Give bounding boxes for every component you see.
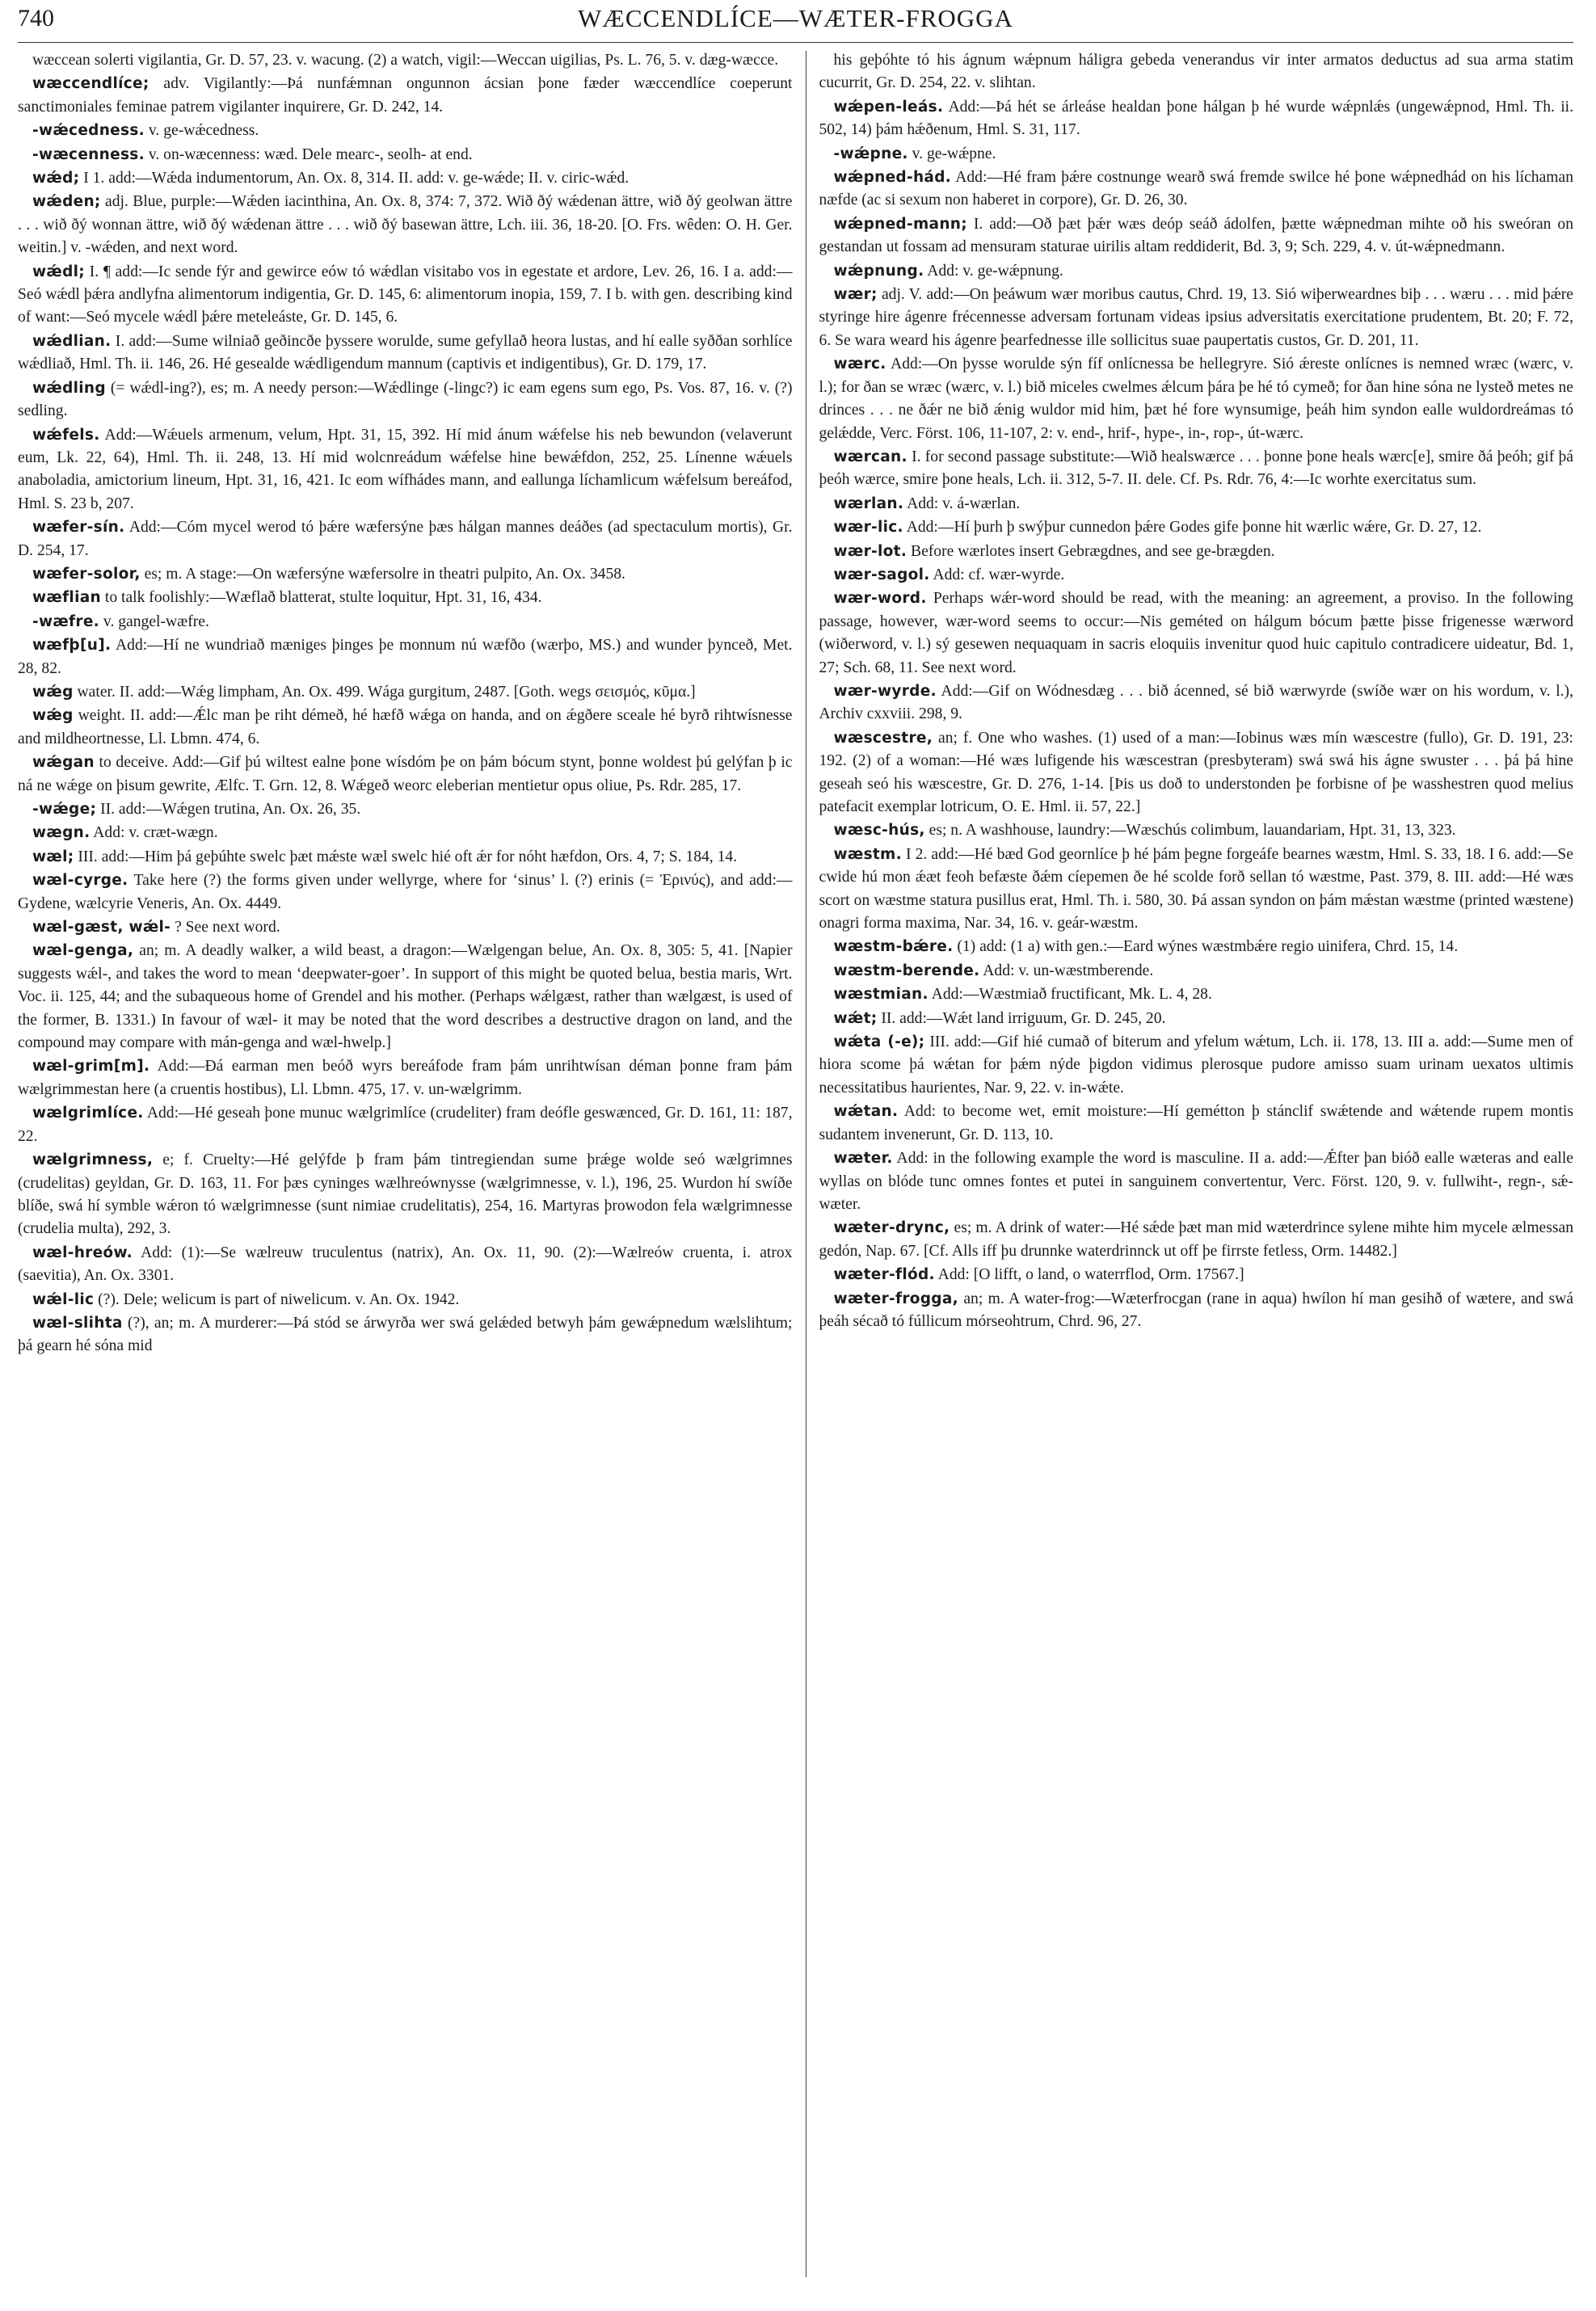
entry-headword: wæl-slihta [32, 1314, 123, 1332]
entry-text: weight. II. add:—Ǽlc man þe riht démeð, hé hæfð wǽga on handa, and on ǽgðere sceale hé byrð rihtwísnesse and mildheortnesse, Ll. Lbmn. 474, 6. [18, 707, 793, 747]
dictionary-entry [819, 284, 1574, 352]
entry-headword: wǽdlian. [32, 332, 112, 350]
entry-text: Add:—Cóm mycel werod tó þǽre wæfersýne þæs hálgan mannes deáðes (ad spectaculum mortis), Gr. D. 254, 17. [18, 519, 793, 559]
entry-text: Before wærlotes insert Gebrægdnes, and see ge-brægden. [911, 542, 1275, 560]
dictionary-entry [819, 541, 1574, 563]
entry-text: Add:—Hé fram þǽre costnunge wearð swá fremde swilce hé þone wǽpnedhád on his líchaman næfde (ac si sexum non haberet in corpore), Gr. D. 26, 30. [819, 169, 1573, 209]
dictionary-entry [18, 73, 793, 119]
entry-headword: wæl-hreów. [32, 1244, 133, 1261]
dictionary-entry [18, 587, 793, 609]
running-head [18, 0, 1573, 43]
entry-headword: wæflian [32, 589, 101, 607]
dictionary-entry [18, 705, 793, 751]
entry-headword: wǽpnung. [833, 262, 924, 280]
entry-text: Add: [O lifft, o land, o waterrflod, Orm. 17567.] [937, 1266, 1244, 1284]
dictionary-entry [819, 1147, 1574, 1216]
entry-headword: wǽpen-leás. [833, 98, 944, 116]
entry-headword: wæter. [833, 1150, 893, 1168]
entry-headword: wærc. [833, 356, 886, 373]
dictionary-entry [18, 940, 793, 1054]
entry-headword: wær-lic. [833, 519, 903, 537]
dictionary-entry [819, 446, 1574, 492]
entry-headword: wæstm-bǽre. [833, 938, 954, 956]
entry-headword: wǽdl; [32, 263, 85, 280]
dictionary-entry [18, 1102, 793, 1148]
dictionary-entry [18, 191, 793, 259]
entry-headword: wǽgan [32, 754, 95, 772]
dictionary-entry [819, 166, 1574, 213]
entry-text: to deceive. Add:—Gif þú wiltest ealne þone wísdóm þe on þám bócum stynt, þonne woldest þú gelýfan þ ic ná ne wǽge on þisum gewrite, Ælfc. T. Grn. 12, 8. Wǽgeð weorc eleberian mentietur opus oliue, Ps. Rdr. 285, 17. [18, 754, 793, 794]
entry-text: an; m. A deadly walker, a wild beast, a dragon:—Wælgengan belue, An. Ox. 8, 305: 5, 41. [Napier suggests wǽl-, and takes the word to mean ‘deepwater-goer’. In support of this might be quoted belua, bestia maris, Wrt. Voc. ii. 125, 44; and the subaqueous home of Grendel and his mother. (Perhaps wǽlgæst, rather than wælgæst, is used of the former, B. 1331.) In favour of wæl- it may be noted that the word describes a destructive dragon on land, and the compound may compare with mán-genga and wæl-hwelp.] [18, 942, 793, 1052]
entry-text: Add:—Hé geseah þone munuc wælgrimlíce (crudeliter) fram deófle geswænced, Gr. D. 161, 11: 187, 22. [18, 1105, 793, 1145]
entry-text: Add:—Gif on Wódnesdæg . . . bið ácenned, sé bið wærwyrde (swíðe wær on his wordum, v. l.), Archiv cxxviii. 298, 9. [819, 682, 1573, 723]
entry-headword: wæl-grim[m]. [32, 1058, 150, 1076]
entry-text: an; f. One who washes. (1) used of a man:—Iobinus wæs mín wæscestre (fullo), Gr. D. 191, 23: 192. (2) of a woman:—Hé wæs lufigende his wæscestran (presbyteram) swá swá his ágne swuster . . . þá þá hine geseah seó his wæscestre, Gr. D. 276, 1-14. [Þis us doð to understonden þe forbisne of þe wasshestren quod melius patefacit exemplar lotricum, O. E. Hml. ii. 57, 22.] [819, 729, 1573, 815]
dictionary-entry [819, 1264, 1574, 1286]
entry-headword: wærlan. [833, 495, 904, 512]
dictionary-entry [18, 916, 793, 939]
entry-text: an; m. A water-frog:—Wæterfrocgan (rane in aqua) hwílon hí man gesihð of wætere, and swá þeáh sécað tó fúllicum mórseohtrum, Chrd. 96, 27. [819, 1290, 1573, 1330]
dictionary-entry [18, 330, 793, 377]
page-number: 740 [18, 5, 54, 32]
entry-headword: wæter-drync, [833, 1219, 950, 1237]
entry-text: I. add:—Oð þæt þǽr wæs deóp seáð ádolfen, þætte wǽpnedman mihte oð his sweóran on gestandan ut fossam ad mensuram staturae uirilis altam reddiderit, Bd. 3, 9; Sch. 229, 4. v. út-wǽpnedmann. [819, 215, 1573, 256]
entry-headword: wæter-flód. [833, 1266, 935, 1284]
entry-headword: wær-lot. [833, 542, 907, 560]
entry-text: Add: to become wet, emit moisture:—Hí gemétton þ stánclif swǽtende and wǽtende rupem montis sudantem invenerunt, Gr. D. 113, 10. [819, 1103, 1573, 1143]
entry-headword: wǽg [32, 683, 74, 701]
entry-text: (1) add: (1 a) with gen.:—Eard wýnes wæstmbǽre regio uinifera, Chrd. 15, 14. [957, 938, 1459, 956]
entry-text: Add:—Wǽuels armenum, velum, Hpt. 31, 15, 392. Hí mid ánum wǽfelse his neb bewundon (velaverunt eum, Lk. 22, 64), Hml. Th. ii. 248, 13. Hí mid wolcnreádum wǽfelse hine bewǽfdon, 252, 25. Línenne wǽuels anaboladia, amictorium lineum, Hpt. 31, 16, 421. Ic eom wífhádes mann, and eallunga líchamlicum wǽfelsum bereáfod, Hml. S. 23 b, 207. [18, 426, 793, 512]
entry-text: Add: (1):—Se wælreuw truculentus (natrix), An. Ox. 11, 90. (2):—Wælreów cruenta, i. atrox (saevitia), An. Ox. 3301. [18, 1244, 793, 1285]
dictionary-entry [819, 680, 1574, 726]
entry-headword: -wǽge; [32, 801, 97, 818]
dictionary-entry [18, 1149, 793, 1241]
entry-headword: wæfer-sín. [32, 519, 125, 537]
entry-headword: wǽta (-e); [833, 1033, 925, 1051]
entry-text: Add: v. un-wæstmberende. [983, 962, 1154, 979]
dictionary-entry [819, 143, 1574, 166]
entry-headword: -wǽpne. [833, 145, 908, 162]
entry-text: v. gangel-wæfre. [103, 612, 209, 630]
entry-headword: wæstm-berende. [833, 962, 980, 979]
entry-headword: wær; [833, 286, 878, 304]
entry-headword: wær-sagol. [833, 566, 930, 583]
entry-text: Add: v. cræt-wægn. [93, 824, 218, 842]
two-column-body [18, 49, 1573, 2288]
left-column [18, 49, 806, 2288]
entry-headword: wǽpned-mann; [833, 215, 967, 233]
entry-text: wæccean solerti vigilantia, Gr. D. 57, 23. v. wacung. (2) a watch, vigil:—Weccan uigilias, Ps. L. 76, 5. v. dæg-wæcce. [32, 52, 779, 69]
entry-headword: wæter-frogga, [833, 1290, 958, 1307]
dictionary-entry [18, 869, 793, 916]
dictionary-entry [18, 822, 793, 844]
entry-headword: -wæfre. [32, 612, 100, 630]
dictionary-entry [819, 1288, 1574, 1334]
dictionary-entry [18, 516, 793, 562]
entry-text: Add:—Hí ne wundriað mæniges þinges þe monnum nú wæfðo (wærþo, MS.) and wunder þynceð, Met. 28, 82. [18, 637, 793, 677]
entry-text: (= wǽdl-ing?), es; m. A needy person:—Wǽdlinge (-lingc?) ic eam egens sum ego, Ps. Vos. 87, 16. v. (?) sedling. [18, 379, 793, 420]
entry-text: Add: v. á-wærlan. [907, 495, 1021, 512]
entry-headword: wǽg [32, 707, 74, 725]
dictionary-entry [819, 727, 1574, 819]
entry-text: es; n. A washhouse, laundry:—Wæschús colimbum, lauandariam, Hpt. 31, 13, 323. [929, 822, 1456, 840]
entry-headword: wæl-cyrge. [32, 872, 128, 890]
entry-text: adj. Blue, purple:—Wǽden iacinthina, An. Ox. 8, 374: 7, 372. Wið ðý wǽdenan ättre, wið ðý geolwan ättre . . . wið ðý wonnan ättre, wið ðý wǽdenan ättre . . . wið ðý basewan ättre, Lch. iii. 36, 18-20. [O. Frs. wêden: O. H. Ger. weitin.] v. -wǽden, and next word. [18, 193, 793, 257]
entry-headword: wǽdling [32, 379, 106, 397]
dictionary-entry [819, 819, 1574, 842]
entry-text: water. II. add:—Wǽg limpham, An. Ox. 499. Wága gurgitum, 2487. [Goth. wegs σεισμός, κῦμα.] [77, 683, 696, 701]
entry-headword: wǽtan. [833, 1103, 899, 1121]
dictionary-entry [819, 1101, 1574, 1147]
entry-headword: wǽfels. [32, 426, 100, 444]
dictionary-entry [18, 1242, 793, 1288]
entry-headword: wæscestre, [833, 729, 933, 747]
dictionary-entry [18, 1289, 793, 1311]
dictionary-entry [819, 516, 1574, 539]
dictionary-entry [819, 1217, 1574, 1263]
dictionary-entry [819, 493, 1574, 516]
entry-text: adj. V. add:—On þeáwum wær moribus cautus, Chrd. 19, 13. Sió wiþerweardnes biþ . . . wæru . . . mid þǽre styringe hire ágenre frécennesse adversam fortunam videas ipsius adversitatis exercitatione prudentem, Bt. 20; F. 72, 6. Se wara weard his ágenre þearfednesse ille sollicitus suae paupertatis custos, Gr. D. 201, 11. [819, 286, 1573, 349]
dictionary-entry [18, 167, 793, 190]
entry-headword: wæccendlíce; [32, 75, 149, 93]
entry-text: Add: cf. wær-wyrde. [933, 566, 1065, 583]
entry-text: his geþóhte tó his ágnum wǽpnum háligra gebeda venerandus vir inter armatos deductus ad sua arma statim cucurrit, Gr. D. 254, 22. v. slihtan. [819, 52, 1573, 92]
entry-text: es; m. A drink of water:—Hé sǽde þæt man mid wæterdrincе sylene mihte him mycele ælmessan gedón, Nap. 67. [Cf. Alls iff þu drunnke waterdrinnck ut off þe firrste fetless, Orm. 14482.] [819, 1219, 1573, 1260]
entry-text: ? See next word. [175, 919, 280, 937]
entry-text: I. for second passage substitute:—Wið healswærce . . . þonne þone heals wærc[e], smire ðá þeóh; gif þá þeóh wærce, smire þone heals, Lch. ii. 312, 5-7. II. dele. Cf. Ps. Rdr. 76, 4:—Ic worhte exercitatus sum. [819, 448, 1573, 489]
entry-text: Take here (?) the forms given under wellyrge, where for ‘sinus’ l. (?) erinis (= Ἐρινύς), and add:—Gydene, wælcyrie Veneris, An. Ox. 4449. [18, 872, 793, 912]
right-column [806, 49, 1574, 2288]
entry-text: v. ge-wǽpne. [912, 145, 996, 162]
entry-text: II. add:—Wǽt land irriguum, Gr. D. 245, 20. [881, 1009, 1166, 1027]
dictionary-entry [18, 49, 793, 72]
entry-text: (?), an; m. A murderer:—Þá stód se árwyrða wer swá gelǽded betwyh þám gewǽpnedum wælslihtum; þá gearn hé sóna mid [18, 1314, 793, 1355]
entry-headword: wæl; [32, 848, 74, 865]
dictionary-entry [18, 261, 793, 330]
dictionary-entry [18, 424, 793, 516]
dictionary-entry [18, 144, 793, 166]
entry-text: Add:—Þá hét se árleáse healdan þone hálgan þ hé wurde wǽpnlǽs (ungewǽpnod, Hml. Th. ii. 502, 14) þám hǽðenum, Hml. S. 31, 117. [819, 98, 1573, 139]
entry-headword: wæstm. [833, 845, 902, 863]
dictionary-entry [819, 960, 1574, 983]
entry-headword: wæstmian. [833, 986, 929, 1004]
dictionary-entry [18, 377, 793, 423]
entry-headword: wælgrimlíce. [32, 1105, 144, 1122]
entry-headword: wæfþ[u]. [32, 637, 112, 655]
entry-headword: wærcan. [833, 448, 907, 465]
entry-text: Add:—Ðá earman men beóð wyrs bereáfode fram þám unrihtwísan déman þonne fram þám wælgrimmestan here (a cruentis hostibus), Ll. Lbmn. 475, 17. v. un-wælgrimm. [18, 1058, 793, 1098]
entry-text: e; f. Cruelty:—Hé gelýfde þ fram þám tintregiendan sume þrǽge wolde seó wælgrimnes (crudelitas) geyldan, Gr. D. 163, 11. For þæs cyninges wælhreównysse (wælgrimnesse, v. l.), 196, 25. Wurdon hí swíðe blíðe, swá hí symble wǽron tó wælgrimnesse (sunt nimiae crudelitatis), 254, 16. Martyras þrowodon fela wælgrimnesse (crudelia multa), 292, 3. [18, 1151, 793, 1238]
dictionary-entry [18, 846, 793, 869]
entry-text: II. add:—Wǽgen trutina, An. Ox. 26, 35. [100, 801, 361, 818]
dictionary-entry [819, 353, 1574, 445]
entry-text: to talk foolishly:—Wæflað blatterat, stulte loquitur, Hpt. 31, 16, 434. [104, 589, 542, 607]
entry-text: Add: in the following example the word is masculine. II a. add:—Ǽfter þan bióð ealle wæteras and ealle wyllas on blóde tunc omnes fontes et putei in sanguinem convertentur, Verc. Först. 120, 9. v. fullwiht-, regn-, sǽ-wæter. [819, 1150, 1573, 1213]
entry-headword: wær-word. [833, 590, 927, 608]
entry-text: (?). Dele; welicum is part of niwelicum. v. An. Ox. 1942. [98, 1290, 460, 1308]
dictionary-entry [819, 983, 1574, 1006]
entry-text: I 2. add:—Hé bæd God geornlíce þ hé þám þegne forgeáfe bearnes wæstm, Hml. S. 33, 18. I 6. add:—Se cwide hú mon ǽæt feoh befæste ðǽm cíepemen ðe hé scolde forð sellan tó wæstme, Past. 379, 8. III. add:—Hé wæs scort on wæstme statura pusillus erat, Hml. Th. i. 580, 30. Þá assan syndon on þám mǽstan wæstme (printed wæstene) onagri forma maxima, Nar. 34, 16. v. geár-wæstm. [819, 845, 1573, 932]
entry-headword: wæl-genga, [32, 942, 134, 960]
running-head-title: WÆCCENDLÍCE—WÆTER-FROGGA [578, 4, 1013, 32]
dictionary-entry [18, 798, 793, 821]
entry-headword: wǽl-lic [32, 1290, 95, 1308]
dictionary-entry [18, 1312, 793, 1358]
dictionary-entry [18, 1055, 793, 1101]
dictionary-entry [18, 634, 793, 680]
entry-text: III. add:—Gif hié cumað of biterum and yfelum wǽtum, Lch. ii. 178, 13. III a. add:—Sume men of hiora scome þá wǽtan for þǽm nýde þigdon vidimus plerosque pudore amisso suam urinam uexatos ultimis necessitatibus haurientes, Nar. 9, 22. v. in-wǽte. [819, 1033, 1573, 1097]
entry-headword: -wǽcedness. [32, 122, 145, 140]
entry-headword: wǽpned-hád. [833, 169, 952, 187]
dictionary-entry [819, 213, 1574, 259]
dictionary-entry [819, 564, 1574, 587]
entry-headword: wǽden; [32, 193, 101, 211]
entry-text: Add:—Hí þurh þ swýþur cunnedon þǽre Godes gife þonne hit wærlic wǽre, Gr. D. 27, 12. [906, 519, 1482, 537]
dictionary-entry [819, 96, 1574, 142]
dictionary-entry [819, 587, 1574, 680]
entry-text: es; m. A stage:—On wæfersýne wæfersolre in theatri pulpito, An. Ox. 3458. [144, 565, 625, 583]
entry-text: adv. Vigilantly:—Þá nunfǽmnan ongunnon ácsian þone fæder wæccendlíce coeperunt sanctimoniales feminae patrem vigilanter inquirere, Gr. D. 242, 14. [18, 75, 793, 116]
entry-headword: wælgrimness, [32, 1151, 154, 1169]
entry-headword: wægn. [32, 824, 91, 842]
dictionary-entry [819, 844, 1574, 936]
entry-text: Add:—On þysse woruldе sýn fíf onlícnessa be hellegryre. Sió ǽreste onlícnes is nemned wræc (wærc, v. l.); for ðan se wræc (wærc, v. l.) bið miceles cwelmes ǽlcum þára þe hé tó cymeð; for ðan hine sóna ne lysteð metes ne drinces . . . ne ðǽr ne bið ǽnig wuldor mid him, þæt hé fore wynsumige, þeáh him syndon ealle wuldordreámas tó gelǽdde, Verc. Först. 106, 11-107, 2: v. end-, hrif-, hype-, in-, rop-, út-wærc. [819, 356, 1573, 442]
entry-headword: wǽd; [32, 170, 80, 187]
entry-text: v. on-wæcenness: wæd. Dele mearc-, seolh- at end. [148, 145, 473, 163]
entry-text: I. ¶ add:—Ic sende fýr and gewirce eów tó wǽdlan visitabo vos in egestate et ardore, Lev. 26, 16. I a. add:—Seó wǽdl þǽra andlyfna alimentorum indigentia, Gr. D. 145, 6: alimentorum inopia, 159, 7. I b. with gen. describing kind of want:—Seó mycele wǽdl þǽre meteleáste, Gr. D. 145, 6. [18, 263, 793, 326]
dictionary-entry [18, 563, 793, 586]
dictionary-entry [18, 681, 793, 704]
dictionary-entry [819, 936, 1574, 958]
entry-text: Perhaps wǽr-word should be read, with the meaning: an agreement, a proviso. In the following passage, however, wær-word seems to occur:—Nis geméted on hálgum bócum þætte þisse frigenesse wærword (wiðerword, v. l.) sý gesewen nequaquam in sacris eloquiis invenitur quod huic capitulo contradicere uideatur, Bd. 1, 27; Sch. 68, 11. See next word. [819, 590, 1573, 676]
dictionary-entry [819, 1031, 1574, 1100]
dictionary-entry [819, 1008, 1574, 1030]
dictionary-entry [18, 611, 793, 634]
entry-headword: wæl-gæst, wǽl- [32, 919, 171, 937]
entry-text: III. add:—Him þá geþúhte swelc þæt mǽste wæl swelc hié oft ǽr for nóht hæfdon, Ors. 4, 7; S. 184, 14. [78, 848, 738, 865]
dictionary-entry [819, 260, 1574, 283]
entry-headword: wǽt; [833, 1009, 878, 1027]
entry-text: v. ge-wǽcedness. [148, 122, 259, 140]
dictionary-entry [18, 751, 793, 798]
entry-headword: -wæcenness. [32, 145, 145, 163]
entry-headword: wær-wyrde. [833, 682, 937, 700]
dictionary-entry [18, 120, 793, 142]
entry-text: I 1. add:—Wǽda indumentorum, An. Ox. 8, 314. II. add: v. ge-wǽde; II. v. ciric-wǽd. [83, 170, 630, 187]
entry-text: Add:—Wæstmiað fructificant, Mk. L. 4, 28. [931, 986, 1212, 1004]
entry-text: I. add:—Sume wilniað geðincðe þyssere woruldе, sume gefyllað heora lustas, and hí ealle syððan sorhlíce wǽdliað, Hml. Th. ii. 146, 26. Hé gesealde wǽdligendum mannum (captivis et indigentibus), Gr. D. 179, 17. [18, 332, 793, 373]
dictionary-entry [819, 49, 1574, 95]
entry-headword: wæfer-solor, [32, 565, 141, 583]
entry-text: Add: v. ge-wǽpnung. [927, 262, 1063, 280]
entry-headword: wæsc-hús, [833, 822, 925, 840]
